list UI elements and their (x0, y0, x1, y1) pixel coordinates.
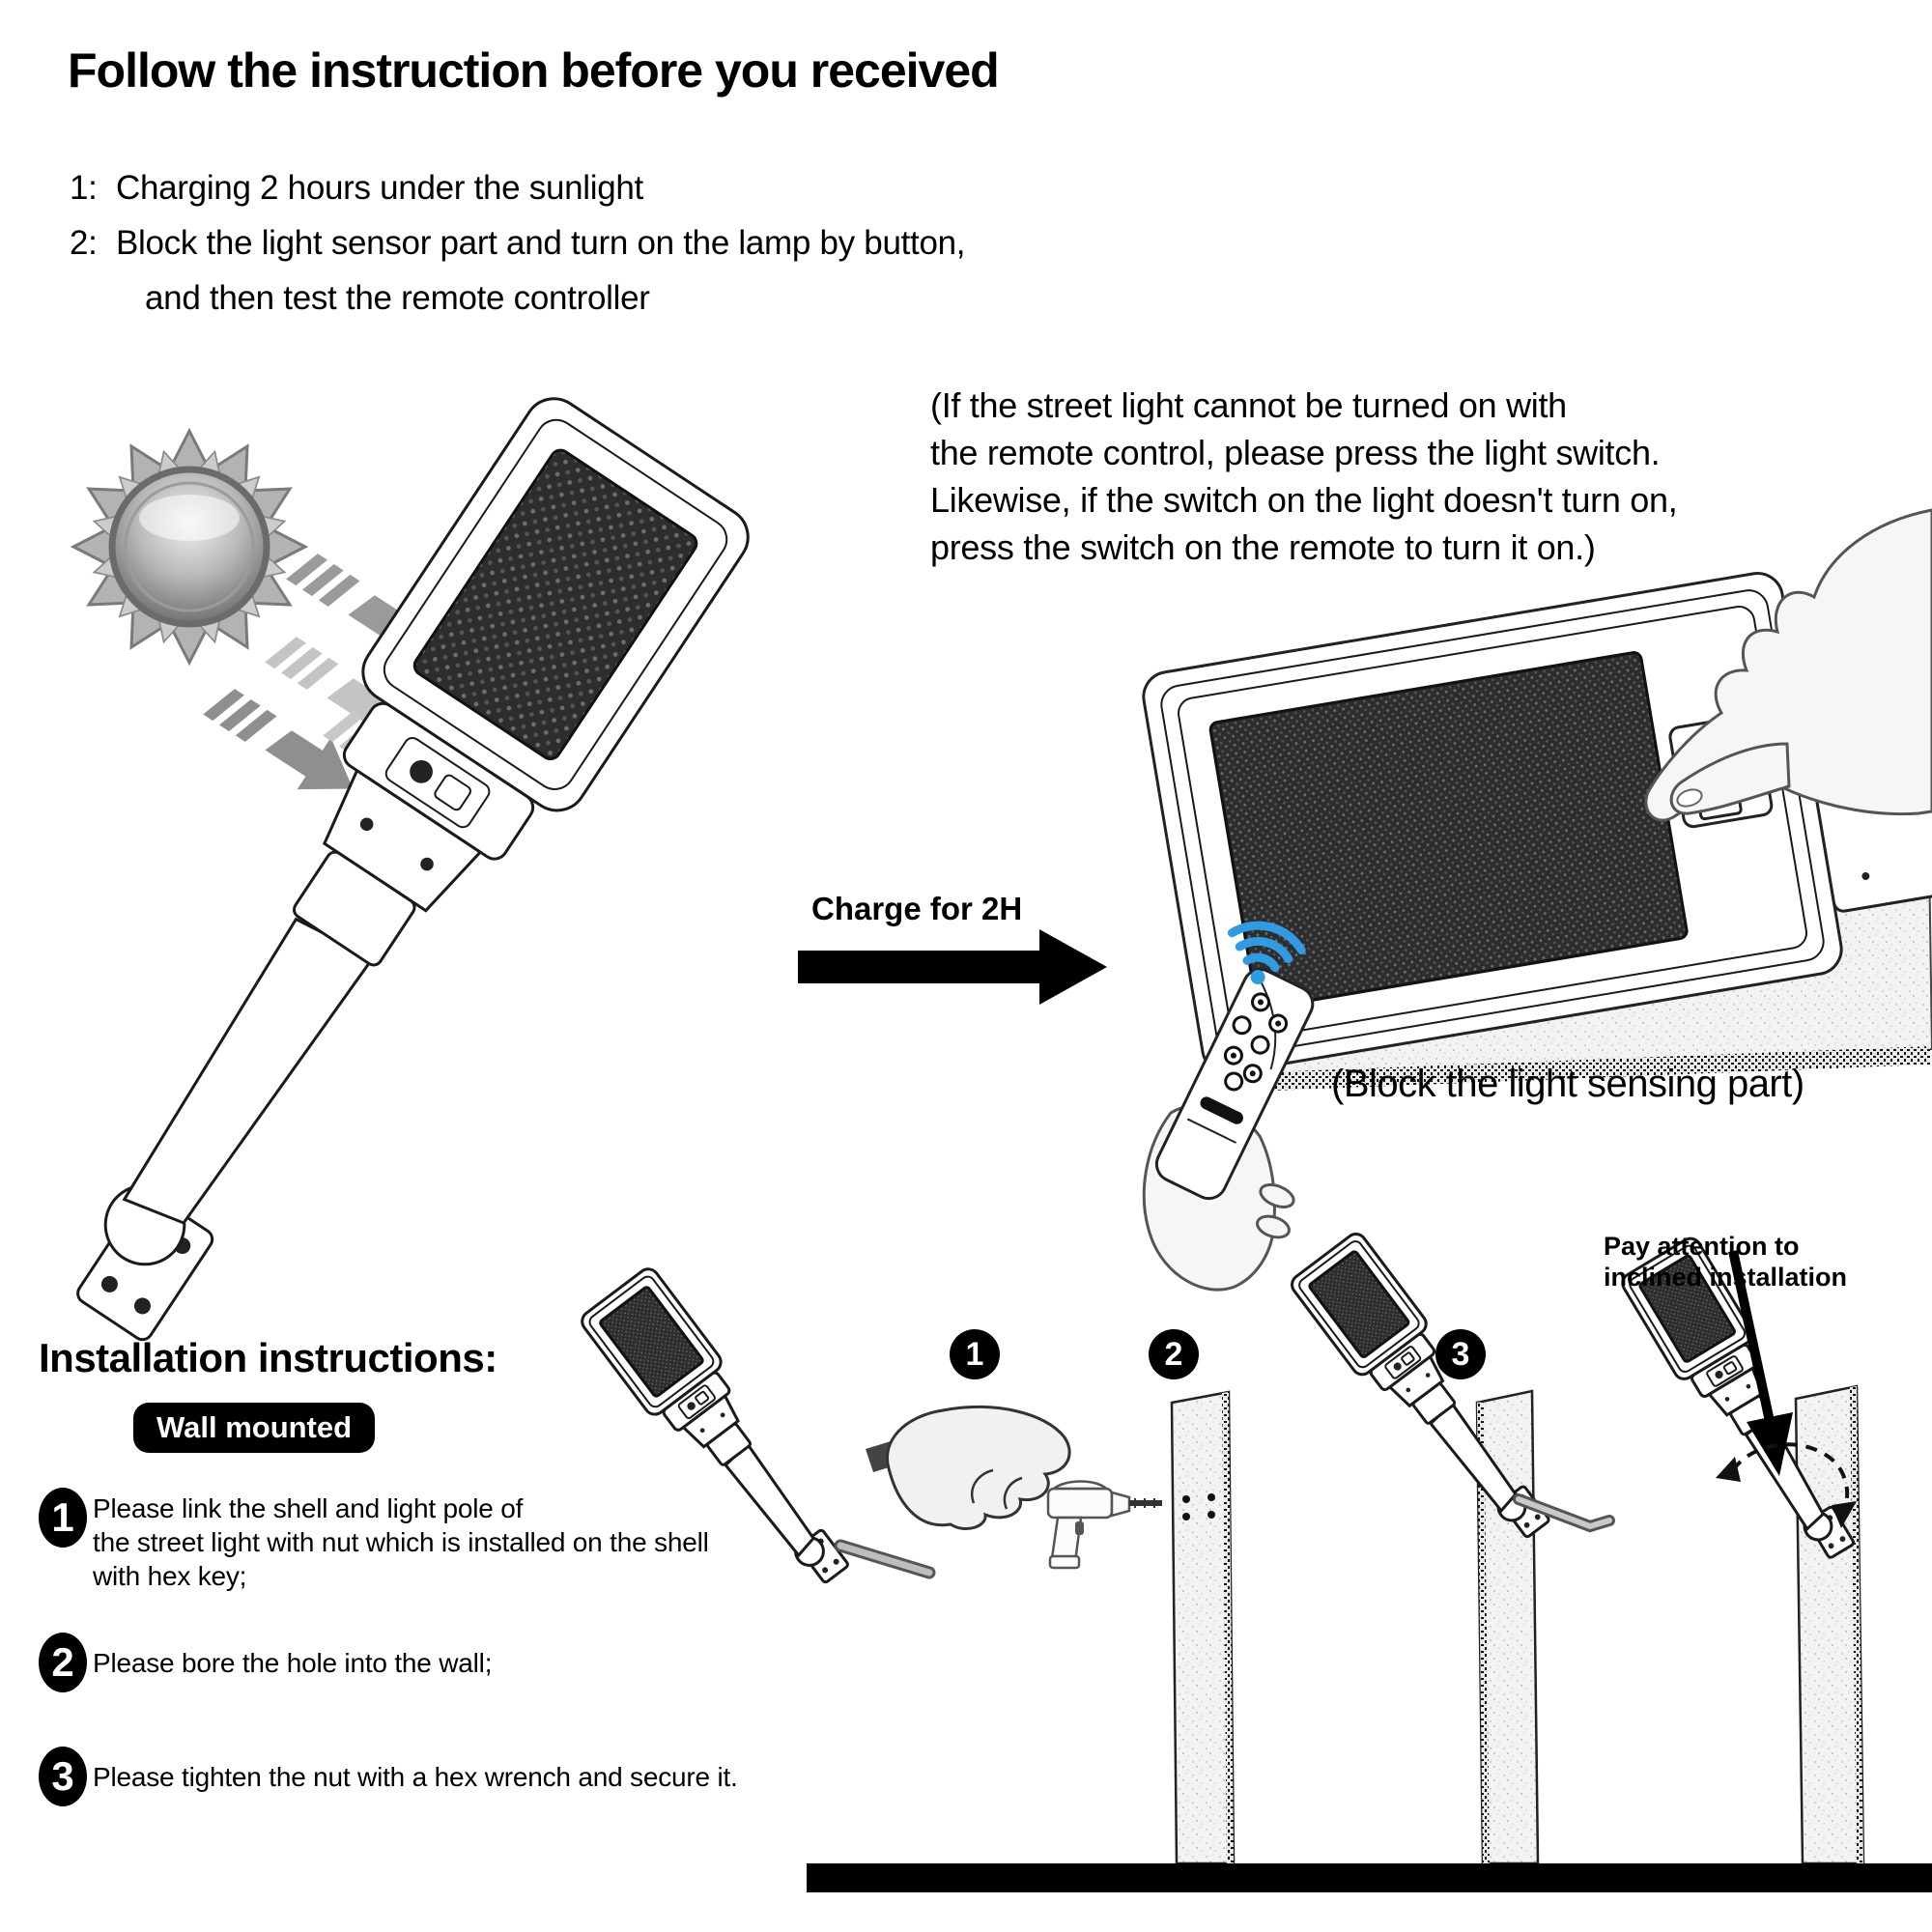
hex-key-icon (840, 1546, 929, 1573)
wall-1 (1172, 1392, 1234, 1863)
ground-bar (807, 1863, 1932, 1892)
pre-step-1 (70, 160, 965, 215)
pre-step-2 (70, 215, 965, 270)
charge-arrow-icon (798, 929, 1107, 1005)
pre-step-2-text: Block the light sensor part and turn on the lamp by button, (116, 224, 966, 262)
install-step-1-number: 1 (39, 1488, 87, 1548)
install-step-2-text (93, 1646, 492, 1680)
install-step-2-number: 2 (39, 1633, 87, 1692)
hand-holding-remote (1144, 964, 1319, 1290)
pre-step-2-continued-text: and then test the remote controller (145, 279, 650, 317)
wall-mounted-badge: Wall mounted (133, 1403, 375, 1453)
install-step-1-line-3: with hex key; (93, 1561, 247, 1591)
pre-step-1-text: Charging 2 hours under the sunlight (116, 169, 643, 207)
install-step-3-line-1: Please tighten the nut with a hex wrench and secure it. (93, 1762, 738, 1792)
pre-step-1-number: 1: (70, 169, 98, 207)
block-sensing-caption: (Block the light sensing part) (1331, 1063, 1804, 1105)
pre-step-2-number: 2: (70, 224, 98, 262)
remote-note-line-1: (If the street light cannot be turned on with (930, 385, 1567, 425)
pre-step-2-continued (70, 270, 965, 326)
install-step-2-line-1: Please bore the hole into the wall; (93, 1648, 493, 1678)
install-heading: Installation instructions: (39, 1335, 497, 1380)
install-step-1-text (93, 1492, 709, 1593)
attention-line-1: Pay attention to (1604, 1232, 1800, 1261)
install-step-1-line-1: Please link the shell and light pole of (93, 1493, 524, 1523)
pre-steps-list (70, 160, 965, 326)
install-step-3-text (93, 1760, 738, 1794)
diagram-badge-2: 2 (1149, 1329, 1199, 1379)
install-step-1-line-2: the street light with nut which is installed on the shell (93, 1527, 709, 1557)
remote-note (930, 382, 1677, 571)
glove-hand (887, 1406, 1069, 1528)
sun-icon (69, 426, 310, 668)
page-title: Follow the instruction before you received (68, 43, 999, 98)
remote-note-line-3: Likewise, if the switch on the light doesn't turn on, (930, 480, 1678, 520)
charge-label: Charge for 2H (811, 891, 1023, 926)
diagram-badge-1: 1 (950, 1329, 1000, 1379)
remote-note-line-4: press the switch on the remote to turn it on.) (930, 527, 1596, 567)
attention-line-2: inclined installation (1604, 1263, 1848, 1292)
remote-note-line-2: the remote control, please press the light switch. (930, 433, 1661, 472)
attention-note (1604, 1231, 1847, 1293)
test-scene (1140, 510, 1932, 1290)
install-diagrams (578, 1230, 1872, 1863)
drill-icon (1048, 1482, 1162, 1569)
diagram-badge-3: 3 (1435, 1329, 1486, 1379)
install-step-3-number: 3 (39, 1747, 87, 1806)
